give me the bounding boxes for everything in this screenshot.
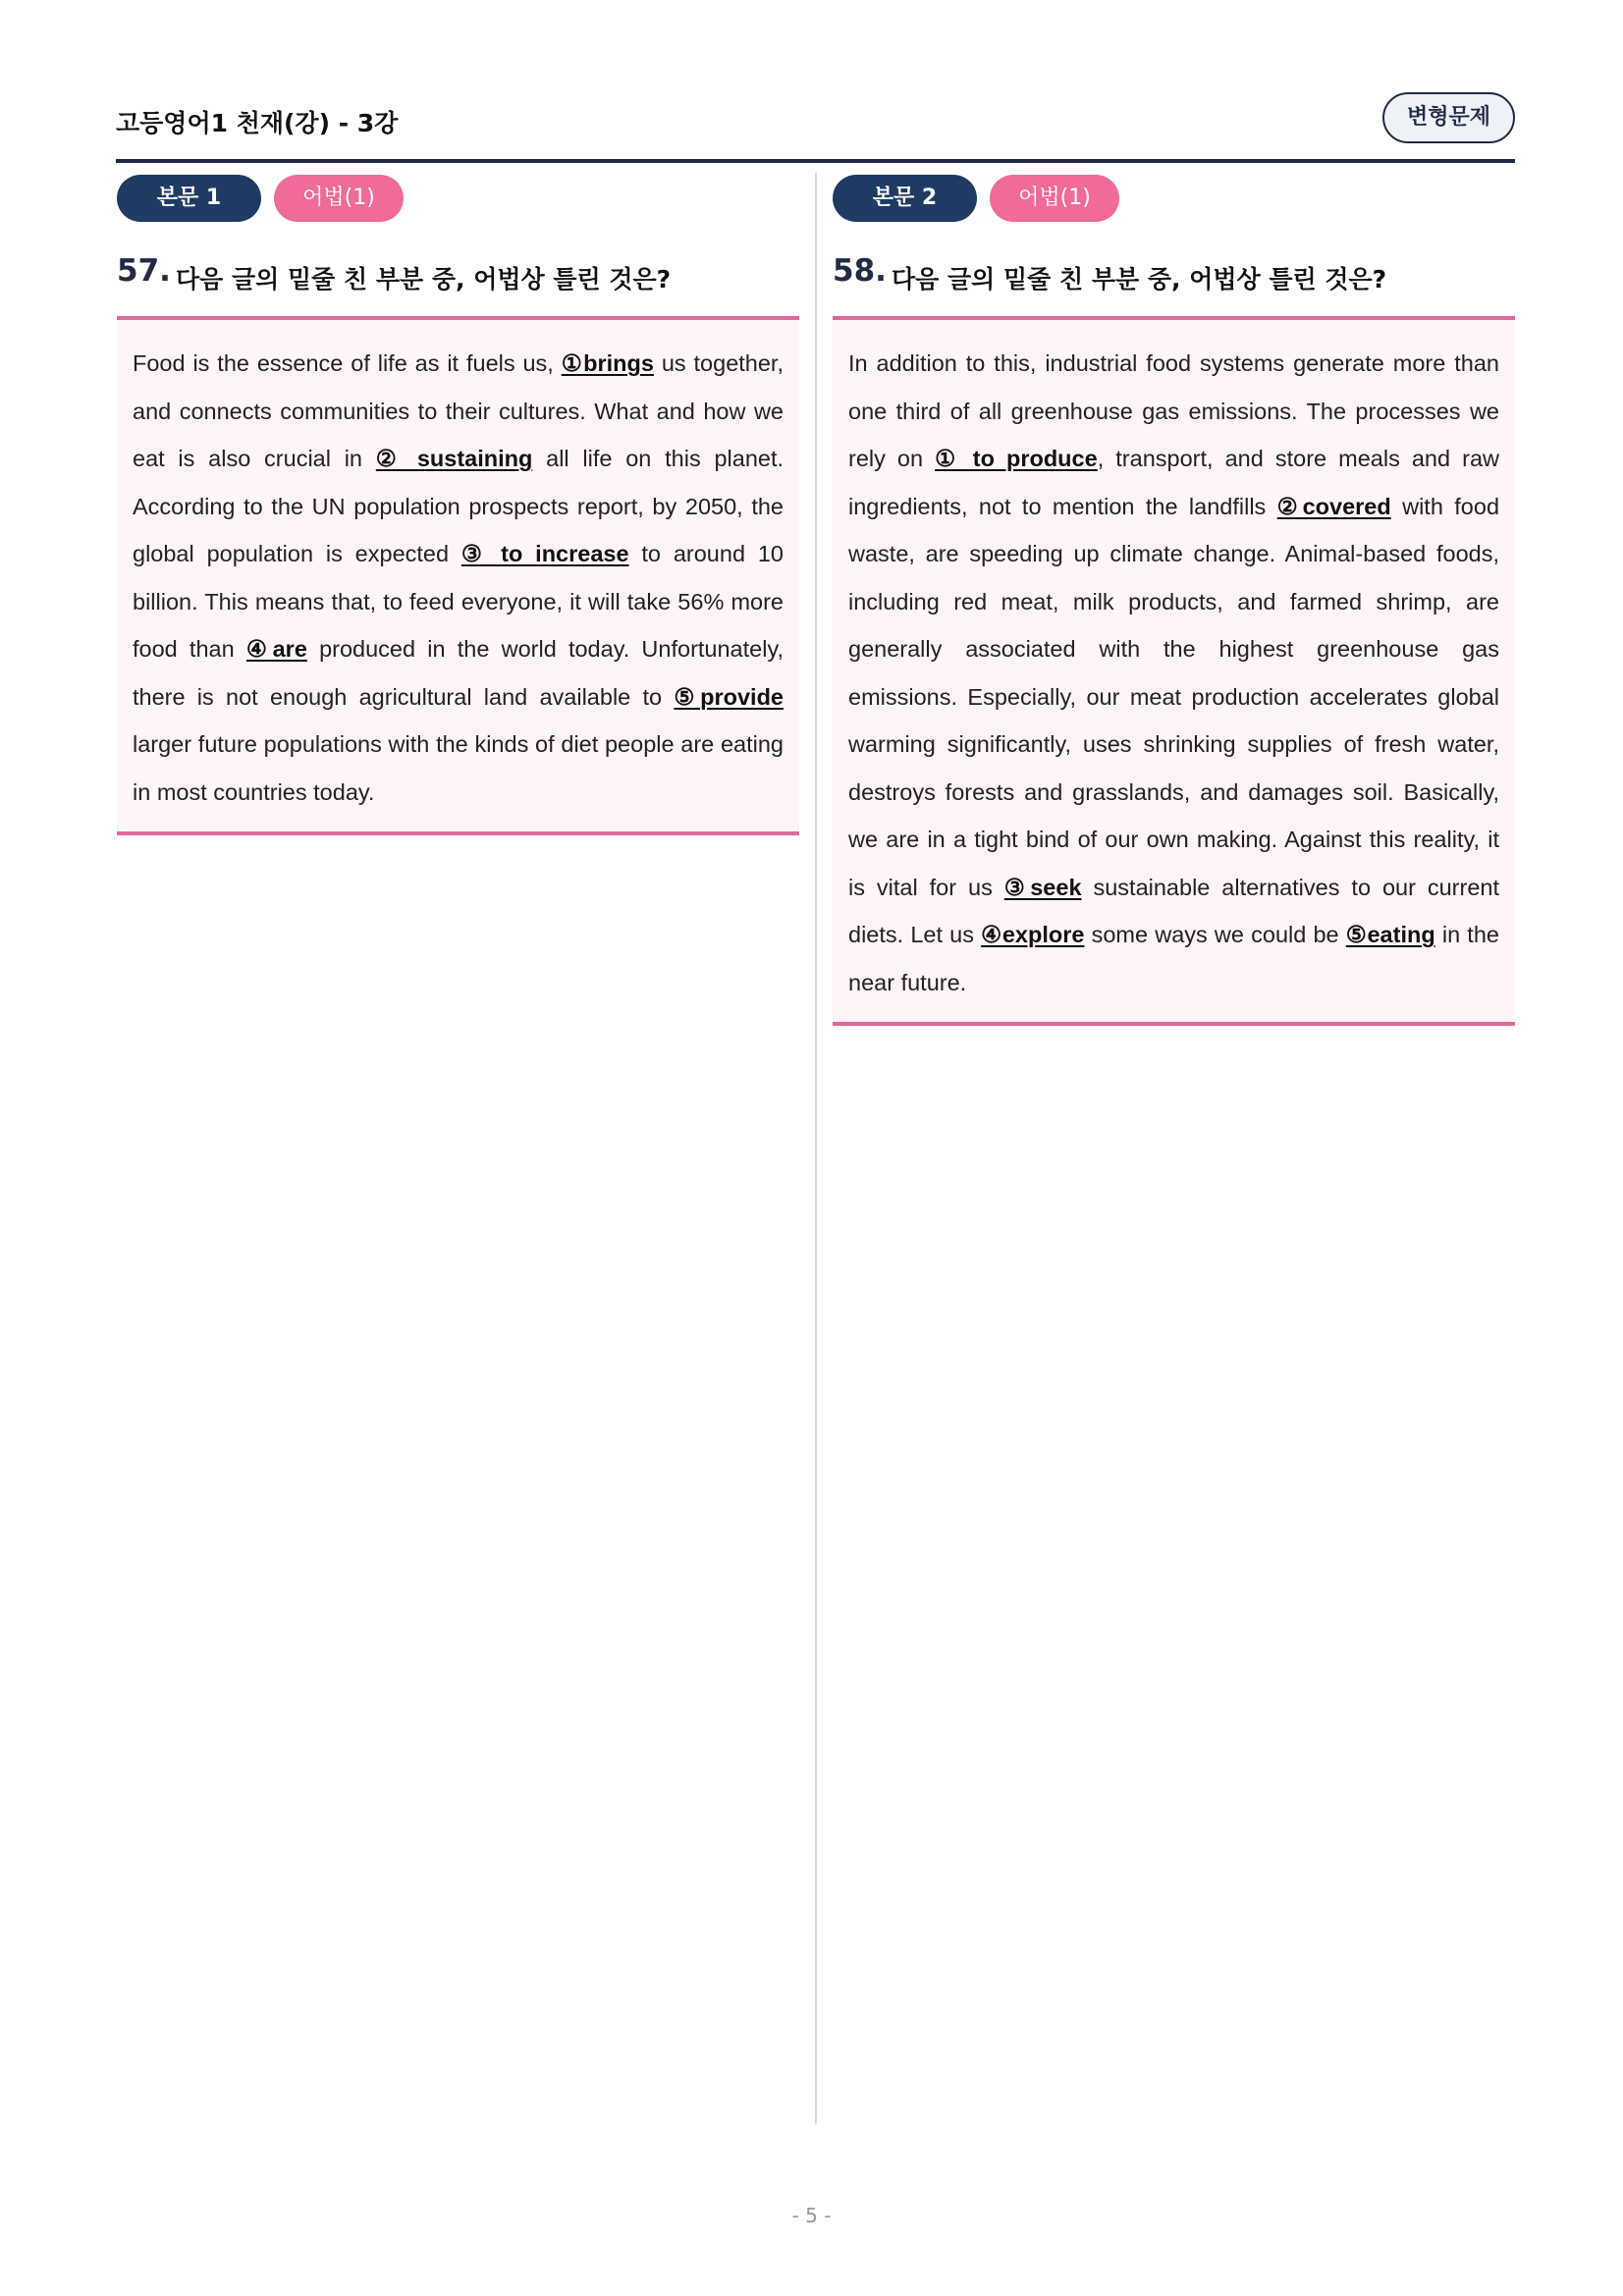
underlined-option-4: ④are xyxy=(245,636,307,662)
question-heading xyxy=(117,253,799,296)
passage-segment: us together, and connects communities to their cultures. What and how we eat is also crucial in xyxy=(133,350,784,471)
tag-row xyxy=(833,175,1515,222)
passage-segment: some ways we could be xyxy=(1084,922,1346,947)
underlined-option-3: ③ to increase xyxy=(460,541,629,566)
passage-segment: In addition to this, industrial food systems generate more than one third of all greenhouse gas emissions. The processes we rely on xyxy=(848,350,1499,471)
question-column-58 xyxy=(833,175,1515,1026)
underlined-option-1: ①brings xyxy=(561,350,654,376)
underlined-option-1: ① to produce xyxy=(935,446,1098,471)
question-column-57 xyxy=(117,175,799,835)
underlined-option-5: ⑤provide xyxy=(674,683,784,710)
passage-tag: 본문 2 xyxy=(833,175,977,222)
underlined-option-3: ③seek xyxy=(1003,874,1082,900)
question-number: 58. xyxy=(833,253,887,289)
passage-segment: larger future populations with the kinds of diet people are eating in most countries today. xyxy=(133,731,784,805)
underlined-option-2: ②covered xyxy=(1276,493,1391,519)
passage-box xyxy=(117,316,799,835)
question-text: 다음 글의 밑줄 친 부분 중, 어법상 틀린 것은? xyxy=(176,265,672,294)
question-number: 57. xyxy=(117,253,171,289)
passage-text xyxy=(133,340,784,816)
question-heading xyxy=(833,253,1515,296)
tag-row xyxy=(117,175,799,222)
passage-segment: produced in the world today. Unfortunately, there is not enough agricultural land available to xyxy=(133,636,784,710)
passage-segment: with food waste, are speeding up climate change. Animal-based foods, including red meat, milk products, and farmed shrimp, are generally associated with the highest greenhouse gas emissions. Especially, our meat production accelerates global warming significantly, uses shrinking supplies of fresh water, destroys forests and grasslands, and damages soil. Basically, we are in a tight bind of our own making. Against this reality, it is vital for us xyxy=(848,493,1500,900)
passage-tag: 본문 1 xyxy=(117,175,261,222)
passage-box xyxy=(833,316,1515,1026)
passage-text xyxy=(848,340,1499,1006)
underlined-option-4: ④explore xyxy=(981,922,1085,947)
passage-segment: in the near future. xyxy=(848,922,1499,995)
passage-segment: Food is the essence of life as it fuels us, xyxy=(133,350,562,376)
passage-segment: , transport, and store meals and raw ingredients, not to mention the landfills xyxy=(848,446,1499,519)
underlined-option-5: ⑤eating xyxy=(1345,922,1435,947)
question-type-tag: 어법(1) xyxy=(274,175,404,222)
page-number: - 5 - xyxy=(791,2204,832,2227)
column-divider xyxy=(815,173,817,2124)
passage-segment: sustainable alternatives to our current diets. Let us xyxy=(848,874,1499,947)
underlined-option-2: ② sustaining xyxy=(375,446,533,471)
passage-segment: to around 10 billion. This means that, to feed everyone, it will take 56% more food than xyxy=(133,541,784,662)
document-title: 고등영어1 천재(강) - 3강 xyxy=(116,109,399,137)
question-type-tag: 어법(1) xyxy=(990,175,1119,222)
variant-badge: 변형문제 xyxy=(1382,92,1515,143)
question-text: 다음 글의 밑줄 친 부분 중, 어법상 틀린 것은? xyxy=(892,265,1387,294)
page-header xyxy=(116,92,1515,163)
passage-segment: all life on this planet. According to the UN population prospects report, by 2050, the global population is expected xyxy=(133,446,784,566)
